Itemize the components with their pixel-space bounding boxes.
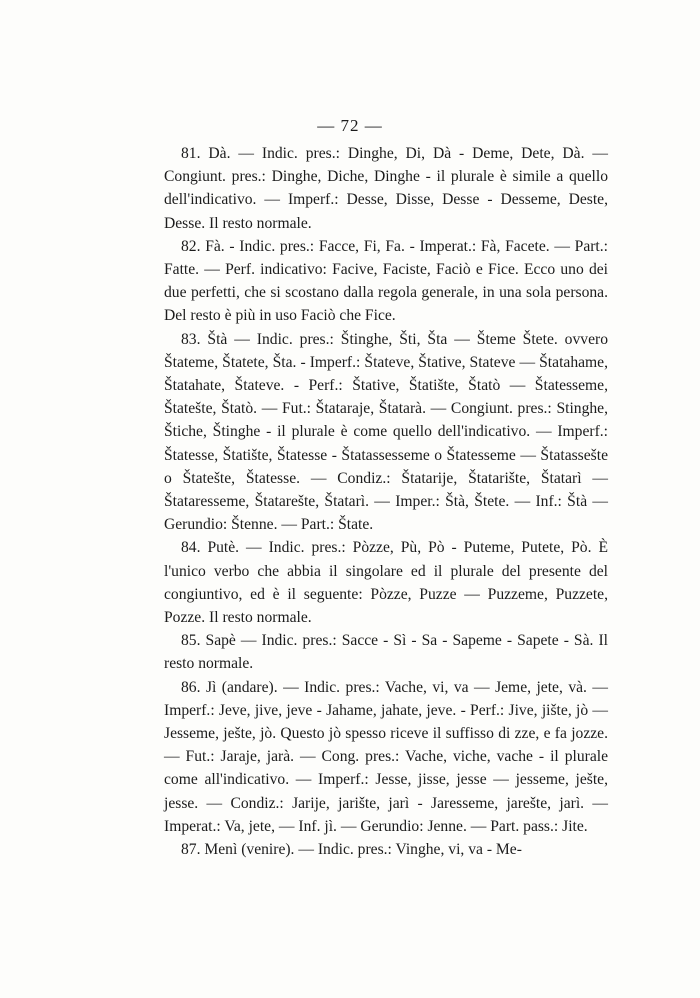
page-number: — 72 — <box>317 116 383 135</box>
paragraph-82: 82. Fà. - Indic. pres.: Facce, Fi, Fa. - Imperat.: Fà, Facete. — Part.: Fatte. — Perf. indicativo: Facive, Faciste, Faciò e Fice. Ecco uno dei due perfetti, che si scostano dalla regola generale, in una sola persona. Del resto è più in uso Faciò che Fice. <box>164 237 608 325</box>
paragraph-87: 87. Menì (venire). — Indic. pres.: Vinghe, vi, va - Me- <box>181 841 522 859</box>
paragraph-84: 84. Putè. — Indic. pres.: Pòzze, Pù, Pò - Puteme, Putete, Pò. È l'unico verbo che abbia il singolare ed il plurale del presente del congiuntivo, ed è il seguente: Pòzze, Puzze — Puzzeme, Puzzete, Pozze. Il resto normale. <box>164 539 608 627</box>
page-body <box>164 142 608 861</box>
paragraph-83: 83. Štà — Indic. pres.: Štinghe, Šti, Šta — Šteme Štete. ovvero Štateme, Štatete, Šta. - Imperf.: Štateve, Štative, Stateve — Štatahame, Štatahate, Štateve. - Perf.: Štative, Štatište, Štatò — Štatesseme, Štatešte, Štatò. — Fut.: Štataraje, Štatarà. — Congiunt. pres.: Stinghe, Štiche, Štinghe - il plurale è come quello dell'indicativo. — Imperf.: Štatesse, Štatište, Štatesse - Štatassesseme o Štatesseme — Štatassešte o Štatešte, Štatesse. — Condiz.: Štatarije, Štatarište, Štatarì — Štataresseme, Štatarešte, Štatarì. — Imper.: Štà, Štete. — Inf.: Štà — Gerundio: Štenne. — Part.: Štate. <box>164 330 608 534</box>
paragraph-85: 85. Sapè — Indic. pres.: Sacce - Sì - Sa - Sapeme - Sapete - Sà. Il resto normale. <box>164 632 608 673</box>
paragraph-86: 86. Jì (andare). — Indic. pres.: Vache, vi, va — Jeme, jete, và. — Imperf.: Jeve, jive, jeve - Jahame, jahate, jeve. - Perf.: Jive, jište, jò — Jesseme, ješte, jò. Questo jò spesso riceve il suffisso di zze, e fa jozze. — Fut.: Jaraje, jarà. — Cong. pres.: Vache, viche, vache - il plurale come all'indicativo. — Imperf.: Jesse, jisse, jesse — jesseme, ješte, jesse. — Condiz.: Jarije, jarište, jarì - Jaresseme, jarešte, jarì. — Imperat.: Va, jete, — Inf. jì. — Gerundio: Jenne. — Part. pass.: Jite. <box>164 678 608 835</box>
paragraph-81: 81. Dà. — Indic. pres.: Dinghe, Di, Dà - Deme, Dete, Dà. — Congiunt. pres.: Dinghe, Diche, Dinghe - il plurale è simile a quello dell'indicativo. — Imperf.: Desse, Disse, Desse - Desseme, Deste, Desse. Il resto normale. <box>164 145 608 232</box>
